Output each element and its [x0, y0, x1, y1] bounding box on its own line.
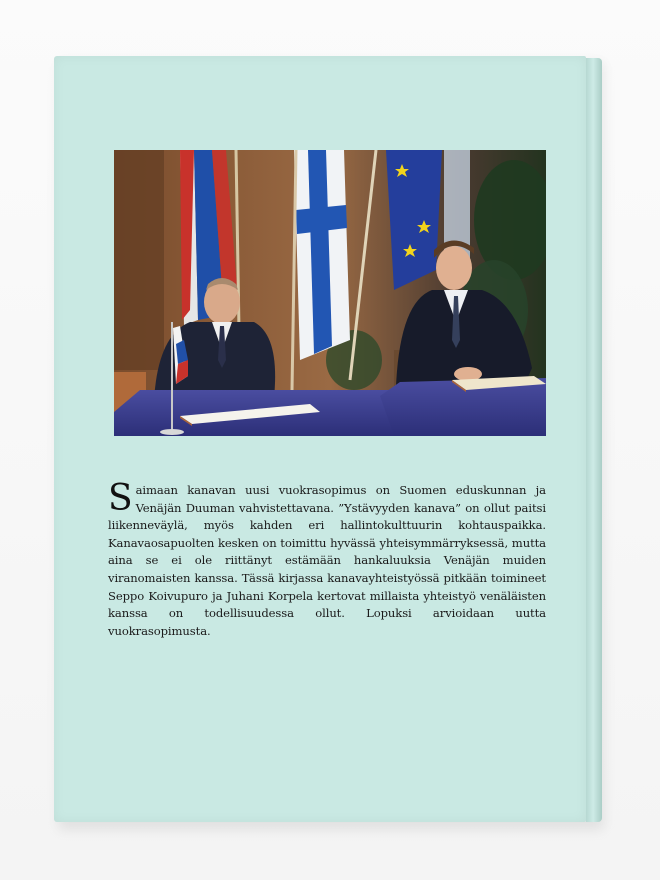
- eu-flag: [386, 150, 442, 290]
- treaty-signing-photo: [114, 150, 546, 436]
- book-spine: [586, 58, 602, 822]
- blurb-text: aimaan kanavan uusi vuokrasopimus on Suomen eduskunnan ja Venäjän Duuman vahvistettavana. ”Ystävyyden kanava” on ollut paitsi liikenneväylä, myös kahden eri hallintokulttuurin kohtauspaikka. Kanavaosapuolten kesken on toimittu hyvässä yhteisymmärryksessä, mutta aina se ei ole riittänyt estämään hankaluuksia Venäjän muiden viranomaisten kanssa. Tässä kirjassa kanavayhteistyössä pitkään toimineet Seppo Koivupuro ja Juhani Korpela kertovat millaista yhteistyö venäläisten kanssa on todellisuudessa ollut. Lopuksi arvioidaan uutta vuokrasopimusta.: [108, 483, 546, 638]
- signing-table-right: [380, 376, 546, 436]
- back-cover-blurb: [108, 478, 546, 640]
- blurb-dropcap: S: [108, 478, 133, 519]
